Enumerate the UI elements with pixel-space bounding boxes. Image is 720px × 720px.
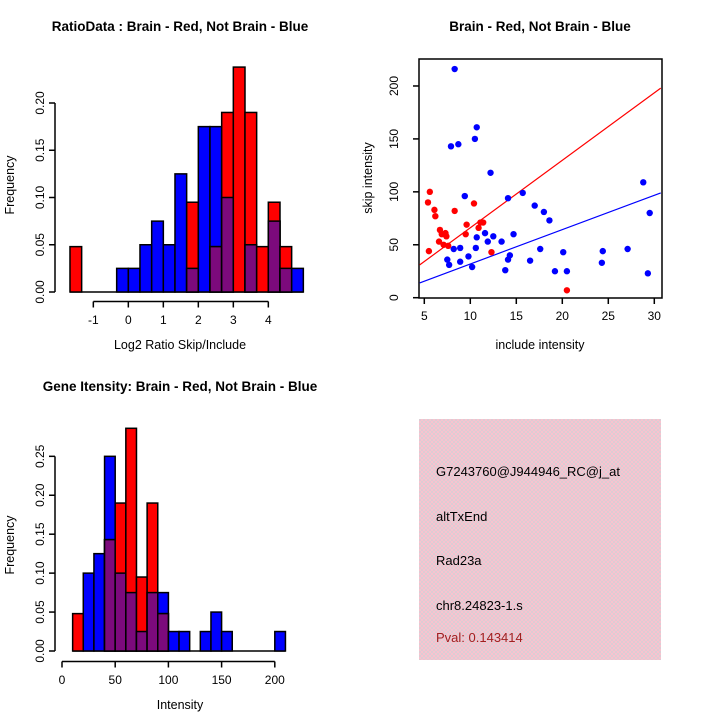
data-point: [473, 245, 479, 251]
data-point: [465, 253, 471, 259]
data-point: [451, 246, 457, 252]
hist-bar: [136, 632, 147, 651]
data-point: [527, 257, 533, 263]
x-tick-label: 30: [647, 309, 661, 323]
data-point: [647, 210, 653, 216]
x-tick-label: 4: [264, 313, 272, 327]
data-point: [640, 179, 646, 185]
data-point: [448, 143, 454, 149]
chart-title: Brain - Red, Not Brain - Blue: [449, 19, 631, 34]
data-point: [552, 268, 558, 274]
hist-bar: [198, 127, 210, 292]
plot-box: [419, 59, 662, 298]
x-axis-label: include intensity: [495, 338, 585, 352]
data-point: [443, 233, 449, 239]
data-point: [645, 270, 651, 276]
hist-bar: [211, 612, 222, 651]
y-tick-label: 0.00: [33, 639, 47, 663]
hist-bar: [147, 593, 158, 651]
data-point: [624, 246, 630, 252]
data-point: [502, 267, 508, 273]
hist-bar: [140, 245, 152, 292]
x-tick-label: -1: [87, 313, 99, 327]
gene-name-label: Rad23a: [436, 553, 482, 568]
data-point: [490, 233, 496, 239]
data-point: [541, 209, 547, 215]
splice-type-label: altTxEnd: [436, 509, 488, 524]
chart-title: Gene Itensity: Brain - Red, Not Brain - Blue: [42, 379, 318, 394]
hist-bar: [292, 268, 304, 292]
data-point: [457, 259, 463, 265]
data-point: [455, 141, 461, 147]
x-tick-label: 0: [124, 313, 132, 327]
gene-info-panel: [419, 419, 661, 660]
hist-bar: [70, 247, 82, 292]
y-tick-label: 0.15: [33, 138, 47, 162]
x-tick-label: 2: [194, 313, 202, 327]
data-point: [451, 66, 457, 72]
data-point: [507, 252, 513, 258]
chromosome-location-label: chr8.24823-1.s: [436, 598, 523, 613]
x-axis: [88, 302, 272, 328]
hist-bar: [83, 573, 94, 651]
data-point: [475, 225, 481, 231]
y-tick-label: 0.05: [33, 233, 47, 257]
hist-bar: [222, 198, 234, 293]
hist-bar: [163, 245, 175, 292]
data-point: [560, 249, 566, 255]
chart-ratio_hist: [3, 19, 309, 352]
hist-bar: [210, 247, 222, 292]
y-axis: [33, 444, 55, 662]
x-tick-label: 1: [159, 313, 167, 327]
y-tick-label: 100: [387, 181, 401, 202]
hist-bar: [187, 268, 199, 292]
x-axis: [421, 298, 661, 323]
x-tick-label: 20: [555, 309, 569, 323]
histogram-bars: [70, 67, 303, 292]
data-point: [498, 238, 504, 244]
data-point: [600, 248, 606, 254]
hist-bar: [222, 632, 233, 651]
hist-bar: [115, 573, 126, 651]
x-tick-label: 150: [211, 673, 232, 687]
data-point: [488, 249, 494, 255]
data-point: [469, 264, 475, 270]
data-point: [425, 199, 431, 205]
data-point: [451, 208, 457, 214]
data-point: [564, 268, 570, 274]
data-point: [537, 246, 543, 252]
data-point: [505, 195, 511, 201]
hist-bar: [179, 632, 190, 651]
hist-bar: [257, 247, 269, 292]
hist-bar: [200, 632, 211, 651]
data-point: [427, 189, 433, 195]
data-point: [462, 193, 468, 199]
y-tick-label: 150: [387, 128, 401, 149]
data-point: [520, 190, 526, 196]
y-tick-label: 0.05: [33, 600, 47, 624]
data-point: [472, 136, 478, 142]
x-tick-label: 50: [108, 673, 122, 687]
y-tick-label: 0.20: [33, 483, 47, 507]
data-point: [432, 213, 438, 219]
y-tick-label: 200: [387, 75, 401, 96]
x-tick-label: 10: [463, 309, 477, 323]
data-point: [445, 243, 451, 249]
data-point: [431, 207, 437, 213]
hist-bar: [117, 268, 129, 292]
data-point: [480, 219, 486, 225]
data-point: [474, 234, 480, 240]
hist-bar: [126, 593, 137, 651]
y-tick-label: 0.10: [33, 561, 47, 585]
x-axis: [59, 662, 285, 688]
y-axis-label: Frequency: [3, 515, 17, 575]
hist-bar: [168, 632, 179, 651]
data-point: [485, 238, 491, 244]
chart-scatter: [361, 19, 662, 352]
x-tick-label: 5: [420, 309, 428, 323]
scatter-points: [425, 66, 653, 294]
x-tick-label: 3: [229, 313, 237, 327]
data-point: [482, 230, 488, 236]
data-point: [463, 221, 469, 227]
y-tick-label: 0.25: [33, 444, 47, 469]
probe-id-label: G7243760@J944946_RC@j_at: [436, 464, 620, 479]
hist-bar: [128, 268, 140, 292]
y-tick-label: 0.00: [33, 280, 47, 304]
x-tick-label: 15: [509, 309, 523, 323]
hist-bar: [275, 632, 286, 651]
hist-bar: [105, 540, 116, 651]
data-point: [564, 287, 570, 293]
x-tick-label: 0: [58, 673, 66, 687]
data-point: [510, 231, 516, 237]
y-axis-label: skip intensity: [361, 142, 375, 214]
hist-bar: [152, 221, 164, 292]
x-tick-label: 25: [601, 309, 615, 323]
y-axis: [387, 76, 419, 301]
hist-bar: [158, 614, 169, 651]
y-tick-label: 0: [387, 294, 401, 302]
y-tick-label: 0.20: [33, 91, 47, 115]
data-point: [546, 217, 552, 223]
hist-bar: [268, 221, 280, 292]
data-point: [457, 245, 463, 251]
x-axis-label: Intensity: [156, 698, 204, 712]
hist-bar: [280, 268, 292, 292]
data-point: [599, 260, 605, 266]
data-point: [474, 124, 480, 130]
hist-bar: [175, 174, 187, 292]
pvalue-label: Pval: 0.143414: [436, 630, 523, 645]
x-tick-label: 100: [158, 673, 179, 687]
y-tick-label: 50: [387, 238, 401, 252]
hist-bar: [73, 614, 84, 651]
data-point: [487, 170, 493, 176]
x-axis-label: Log2 Ratio Skip/Include: [113, 338, 247, 352]
hist-bar: [233, 67, 245, 292]
y-axis: [33, 91, 55, 304]
chart-title: RatioData : Brain - Red, Not Brain - Blue: [51, 19, 309, 34]
chart-intensity_hist: [3, 379, 318, 712]
y-axis-label: Frequency: [3, 155, 17, 215]
data-point: [426, 248, 432, 254]
data-point: [471, 200, 477, 206]
x-tick-label: 200: [264, 673, 285, 687]
hist-bar: [245, 245, 257, 292]
y-tick-label: 0.15: [33, 522, 47, 546]
data-point: [532, 202, 538, 208]
y-tick-label: 0.10: [33, 185, 47, 210]
data-point: [444, 256, 450, 262]
regression-lines: [420, 88, 661, 283]
hist-bar: [94, 554, 105, 651]
data-point: [463, 231, 469, 237]
histogram-bars: [73, 428, 286, 651]
